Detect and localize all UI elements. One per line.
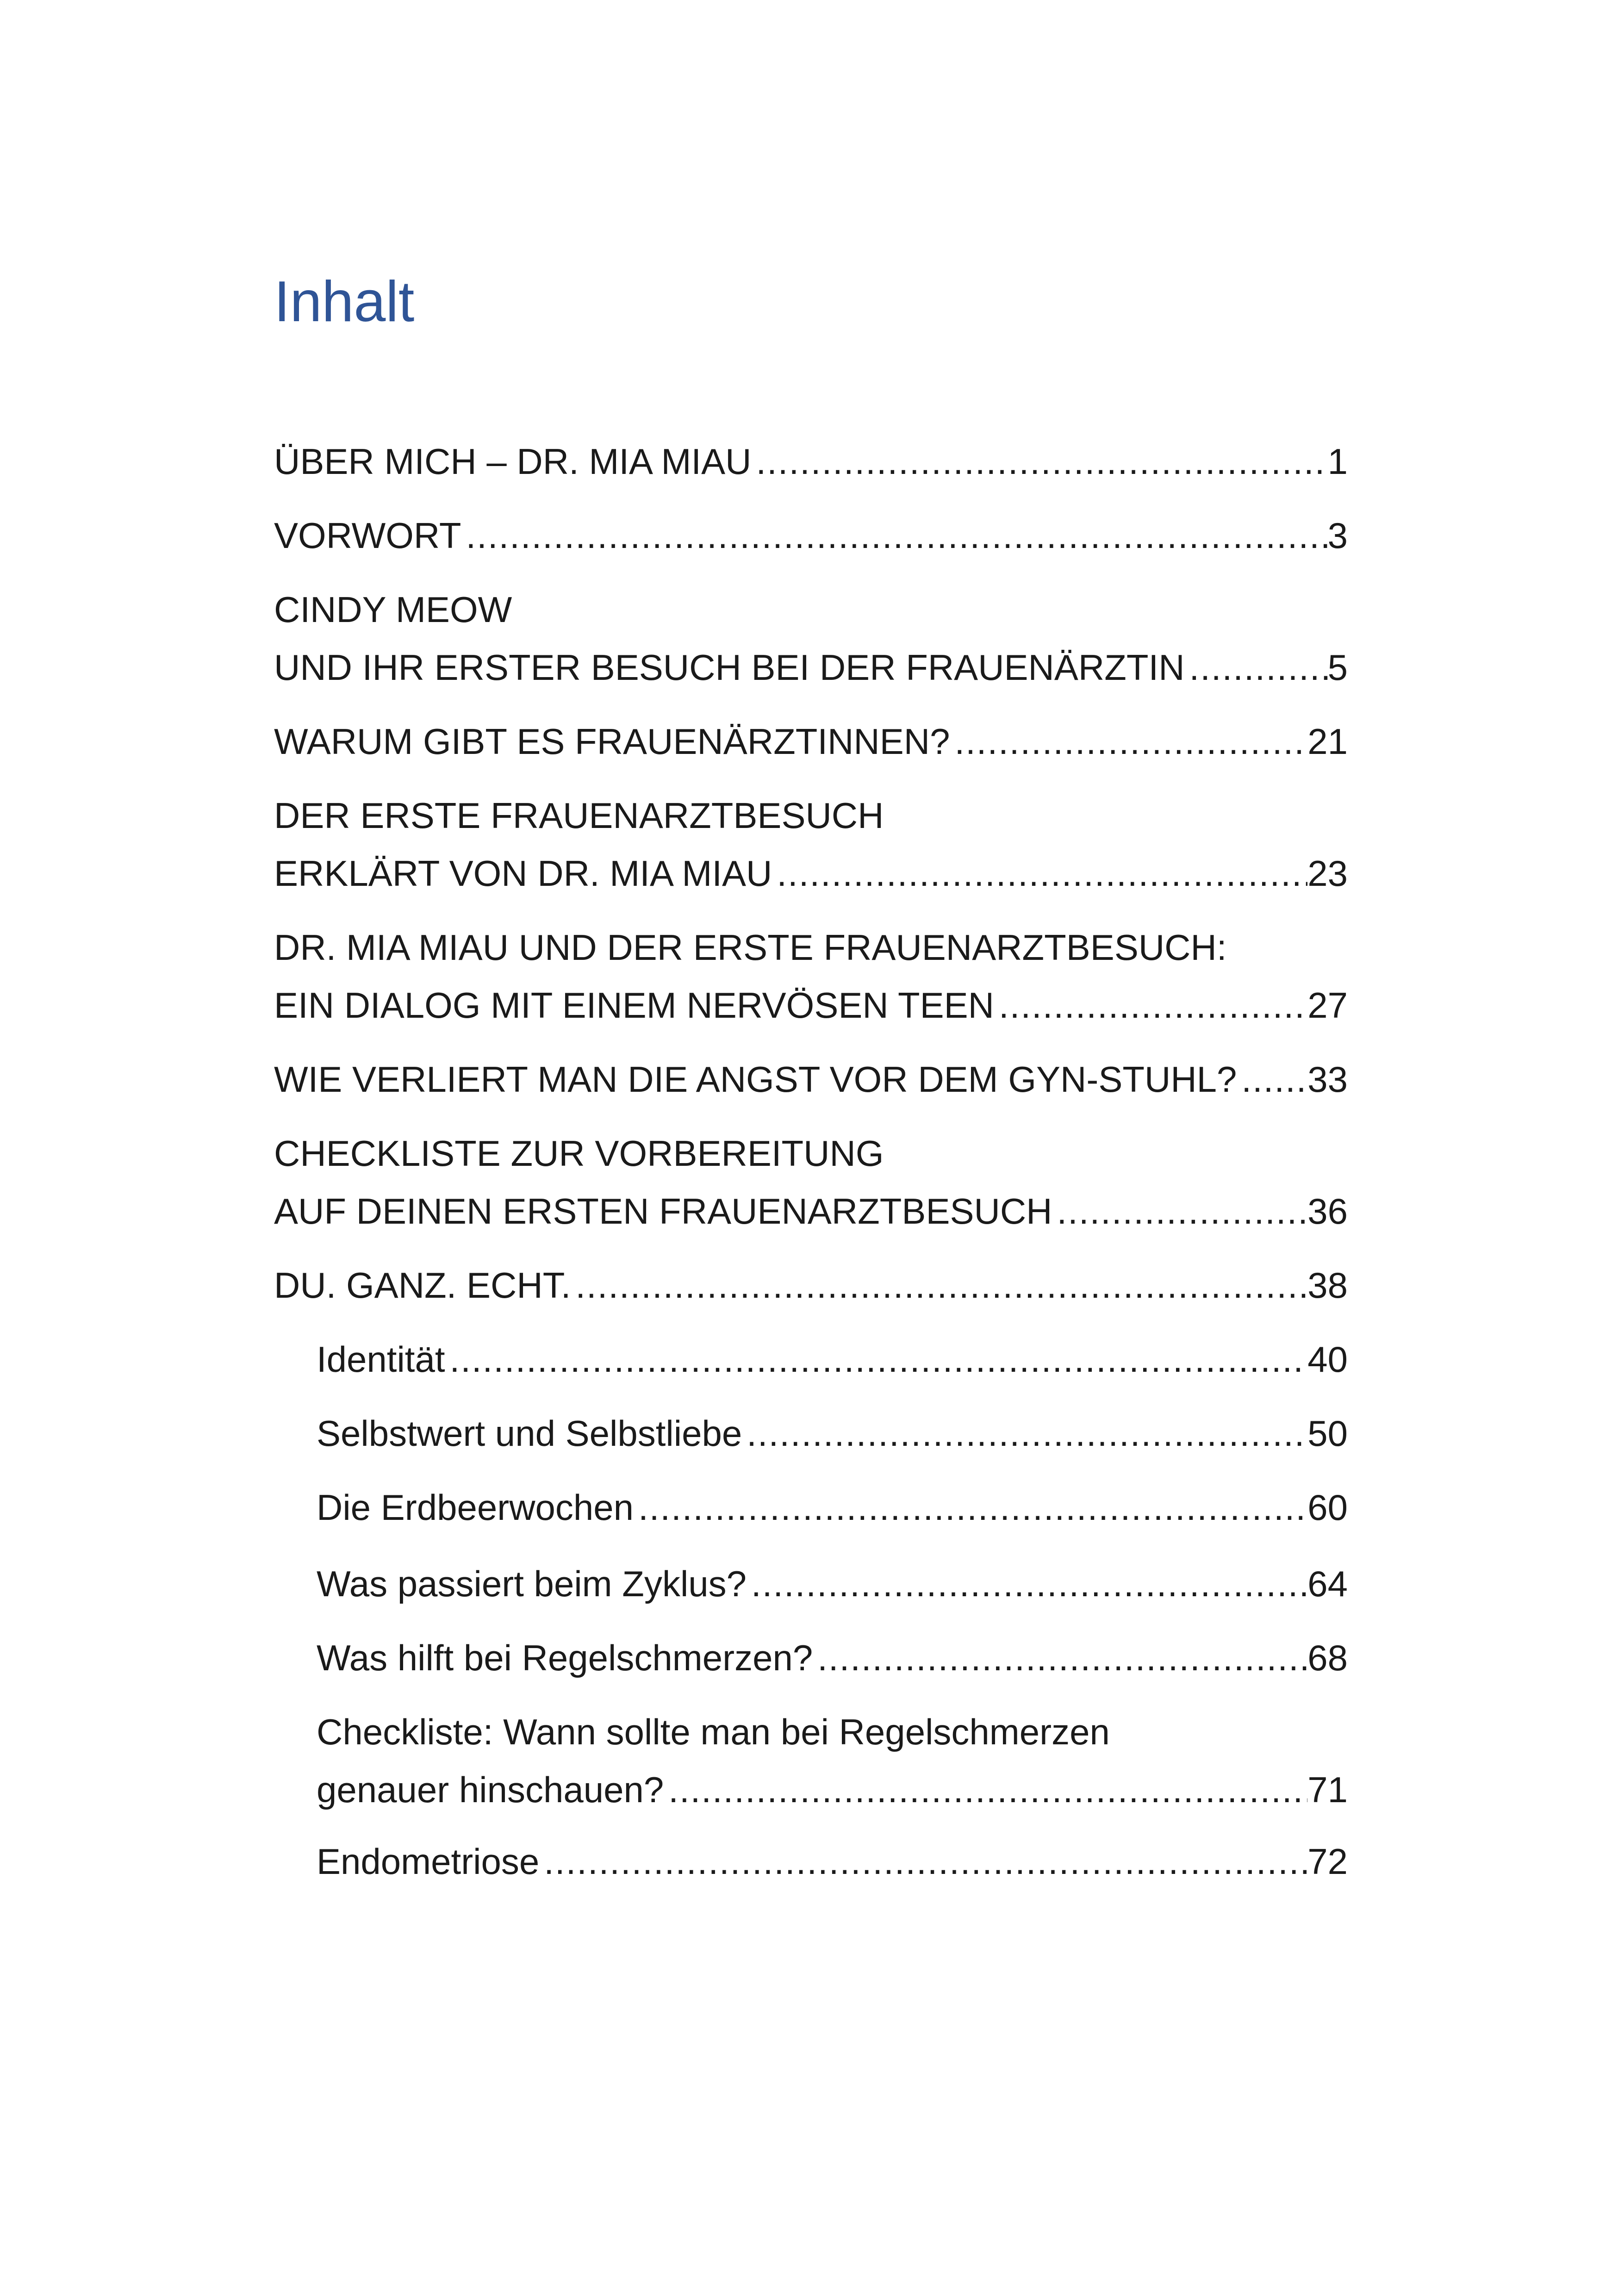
toc-entry-row	[274, 845, 1348, 902]
toc-page-number: 68	[1307, 1637, 1348, 1678]
toc-subentry[interactable]	[317, 1331, 1348, 1388]
toc-page-number: 60	[1307, 1487, 1348, 1528]
toc-page-number: 33	[1307, 1059, 1348, 1100]
toc-page-number: 3	[1327, 515, 1348, 556]
toc-entry-row	[317, 1833, 1348, 1891]
toc-subentry[interactable]	[317, 1833, 1348, 1891]
toc-subentry[interactable]	[317, 1405, 1348, 1462]
toc-entry[interactable]	[274, 787, 1348, 902]
toc-dot-leader	[772, 845, 1307, 902]
toc-entry[interactable]	[274, 1257, 1348, 1314]
toc-entry-title: Identität	[317, 1339, 445, 1380]
toc-entry[interactable]	[274, 507, 1348, 565]
toc-dot-leader	[461, 507, 1327, 565]
toc-subentry[interactable]	[317, 1479, 1348, 1537]
toc-dot-leader	[742, 1405, 1307, 1462]
toc-entry[interactable]	[274, 919, 1348, 1034]
toc-entry-title: EIN DIALOG MIT EINEM NERVÖSEN TEEN	[274, 985, 995, 1026]
toc-entry-title: ERKLÄRT VON DR. MIA MIAU	[274, 853, 772, 894]
toc-entry-row	[274, 639, 1348, 697]
toc-entry-row	[274, 433, 1348, 491]
toc-page-number: 72	[1307, 1841, 1348, 1882]
toc-entry-title: VORWORT	[274, 515, 461, 556]
toc-entry-row	[317, 1761, 1348, 1819]
toc-page-number: 27	[1307, 985, 1348, 1026]
toc-entry-title-line: DER ERSTE FRAUENARZTBESUCH	[274, 795, 884, 836]
toc-entry-title: genauer hinschauen?	[317, 1769, 664, 1810]
toc-entry[interactable]	[274, 433, 1348, 491]
toc-entry-title: WARUM GIBT ES FRAUENÄRZTINNEN?	[274, 721, 950, 762]
toc-entry-title-line: CHECKLISTE ZUR VORBEREITUNG	[274, 1133, 884, 1174]
toc-entry-row	[317, 1629, 1348, 1687]
toc-entry-title-line: Checkliste: Wann sollte man bei Regelschmerzen	[317, 1711, 1110, 1752]
toc-entry-row	[274, 977, 1348, 1034]
toc-entry[interactable]	[274, 1125, 1348, 1240]
toc-entry-title: ÜBER MICH – DR. MIA MIAU	[274, 441, 752, 482]
toc-entry-row	[317, 1405, 1348, 1462]
toc-entry-row	[274, 507, 1348, 565]
toc-entry-row	[317, 1331, 1348, 1388]
toc-dot-leader	[813, 1629, 1307, 1687]
toc-entry-row	[274, 1051, 1348, 1108]
toc-page-number: 36	[1307, 1191, 1348, 1232]
toc-entry-title: DU. GANZ. ECHT.	[274, 1265, 571, 1306]
toc-page-number: 71	[1307, 1769, 1348, 1810]
toc-subentry[interactable]	[317, 1555, 1348, 1613]
toc-entry-title-line: DR. MIA MIAU UND DER ERSTE FRAUENARZTBESUCH:	[274, 927, 1227, 968]
toc-entry-title: WIE VERLIERT MAN DIE ANGST VOR DEM GYN-STUHL?	[274, 1059, 1237, 1100]
toc-dot-leader	[747, 1555, 1307, 1613]
toc-entry-row	[274, 713, 1348, 771]
toc-dot-leader	[445, 1331, 1308, 1388]
toc-entry-row	[274, 1182, 1348, 1240]
toc-heading: Inhalt	[274, 270, 415, 334]
toc-page-number: 23	[1307, 853, 1348, 894]
toc-page-number: 64	[1307, 1563, 1348, 1604]
table-of-contents	[274, 0, 1348, 2296]
toc-entry-row	[317, 1555, 1348, 1613]
toc-dot-leader	[751, 433, 1327, 491]
toc-entry-title: UND IHR ERSTER BESUCH BEI DER FRAUENÄRZTIN	[274, 647, 1185, 688]
toc-page-number: 50	[1307, 1413, 1348, 1454]
toc-entry-title: Selbstwert und Selbstliebe	[317, 1413, 742, 1454]
toc-page-number: 40	[1307, 1339, 1348, 1380]
toc-entry-title: Was passiert beim Zyklus?	[317, 1563, 747, 1604]
toc-entry[interactable]	[274, 1051, 1348, 1108]
toc-entry-title: Endometriose	[317, 1841, 540, 1882]
toc-entry-row	[317, 1479, 1348, 1537]
toc-entry-title: AUF DEINEN ERSTEN FRAUENARZTBESUCH	[274, 1191, 1052, 1232]
toc-dot-leader	[994, 977, 1307, 1034]
toc-entry[interactable]	[274, 713, 1348, 771]
toc-entry-title: Was hilft bei Regelschmerzen?	[317, 1637, 813, 1678]
toc-dot-leader	[950, 713, 1307, 771]
toc-dot-leader	[634, 1479, 1307, 1537]
toc-entry-title: Die Erdbeerwochen	[317, 1487, 634, 1528]
toc-entry-title-line: CINDY MEOW	[274, 589, 512, 630]
toc-page-number: 1	[1327, 441, 1348, 482]
toc-dot-leader	[539, 1833, 1307, 1891]
toc-subentry[interactable]	[317, 1703, 1348, 1819]
toc-dot-leader	[571, 1257, 1307, 1314]
toc-dot-leader	[1185, 639, 1328, 697]
toc-entry[interactable]	[274, 581, 1348, 697]
toc-subentry[interactable]	[317, 1629, 1348, 1687]
toc-page-number: 21	[1307, 721, 1348, 762]
toc-page-number: 5	[1327, 647, 1348, 688]
toc-entry-row	[274, 1257, 1348, 1314]
toc-dot-leader	[1052, 1182, 1308, 1240]
toc-dot-leader	[1237, 1051, 1307, 1108]
toc-dot-leader	[664, 1761, 1307, 1819]
toc-page-number: 38	[1307, 1265, 1348, 1306]
